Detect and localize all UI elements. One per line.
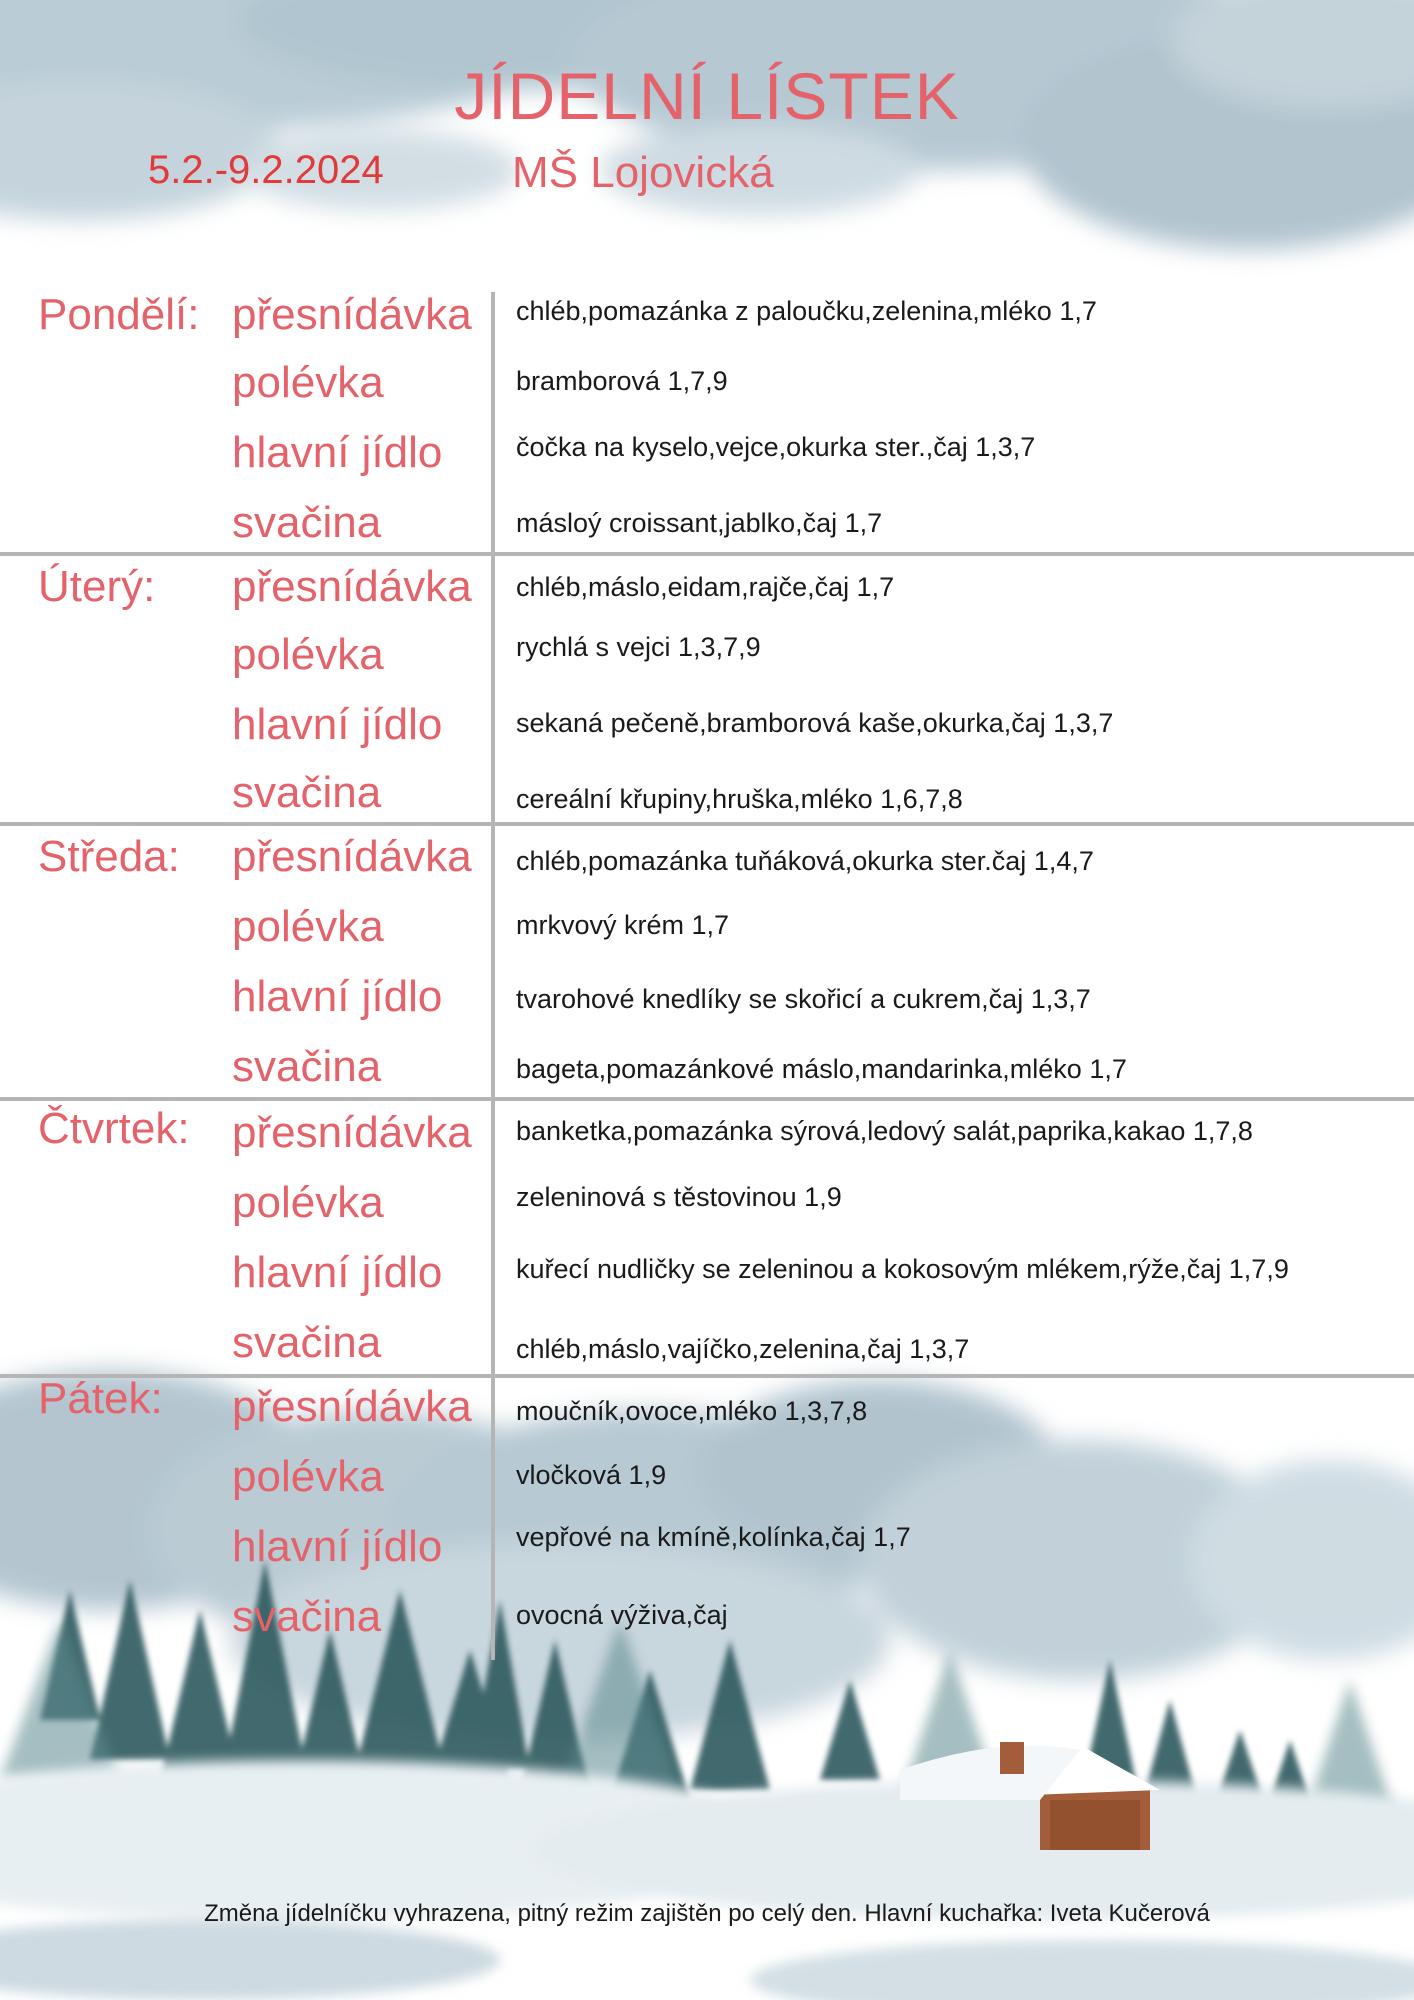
meal-item: másloý croissant,jablko,čaj 1,7 <box>516 508 883 538</box>
meal-item: rychlá s vejci 1,3,7,9 <box>516 632 761 662</box>
day-label-tuesday: Úterý: <box>38 562 156 611</box>
day-label-monday: Pondělí: <box>38 290 200 339</box>
meal-type: svačina <box>232 498 382 547</box>
meal-item: sekaná pečeně,bramborová kaše,okurka,čaj 1,3,7 <box>516 708 1114 738</box>
meal-item: ovocná výživa,čaj <box>516 1600 728 1630</box>
day-label-thursday: Čtvrtek: <box>38 1104 190 1153</box>
meal-item: bageta,pomazánkové máslo,mandarinka,mléko 1,7 <box>516 1054 1127 1084</box>
meal-item: chléb,máslo,vajíčko,zelenina,čaj 1,3,7 <box>516 1334 970 1364</box>
meal-item: vločková 1,9 <box>516 1460 667 1490</box>
day-divider <box>0 1374 1414 1378</box>
meal-item: bramborová 1,7,9 <box>516 366 728 396</box>
meal-type: hlavní jídlo <box>232 700 443 749</box>
meal-type: přesnídávka <box>232 1382 472 1431</box>
meal-item: kuřecí nudličky se zeleninou a kokosovým mlékem,rýže,čaj 1,7,9 <box>516 1254 1289 1284</box>
meal-item: chléb,pomazánka tuňáková,okurka ster.čaj 1,4,7 <box>516 846 1094 876</box>
day-divider <box>0 1097 1414 1101</box>
column-divider <box>491 292 495 1660</box>
meal-item: zeleninová s těstovinou 1,9 <box>516 1182 842 1212</box>
meal-item: moučník,ovoce,mléko 1,3,7,8 <box>516 1396 868 1426</box>
day-label-wednesday: Středa: <box>38 832 180 881</box>
meal-item: chléb,pomazánka z paloučku,zelenina,mléko 1,7 <box>516 296 1097 326</box>
meal-type: polévka <box>232 902 384 951</box>
week-date-range: 5.2.-9.2.2024 <box>148 148 384 192</box>
meal-item: cereální křupiny,hruška,mléko 1,6,7,8 <box>516 784 963 814</box>
meal-item: banketka,pomazánka sýrová,ledový salát,paprika,kakao 1,7,8 <box>516 1116 1253 1146</box>
menu-title: JÍDELNÍ LÍSTEK <box>454 59 960 133</box>
snow-ground <box>0 1760 1414 2000</box>
meal-type: polévka <box>232 1452 384 1501</box>
meal-type: svačina <box>232 1592 382 1641</box>
meal-type: svačina <box>232 1318 382 1367</box>
meal-type: přesnídávka <box>232 562 472 611</box>
meal-item: tvarohové knedlíky se skořicí a cukrem,čaj 1,3,7 <box>516 984 1091 1014</box>
meal-item: chléb,máslo,eidam,rajče,čaj 1,7 <box>516 572 895 602</box>
day-label-friday: Pátek: <box>38 1374 163 1423</box>
meal-type: svačina <box>232 768 382 817</box>
meal-item: vepřové na kmíně,kolínka,čaj 1,7 <box>516 1522 911 1552</box>
meal-type: hlavní jídlo <box>232 428 443 477</box>
meal-item: čočka na kyselo,vejce,okurka ster.,čaj 1,3,7 <box>516 432 1036 462</box>
meal-type: polévka <box>232 358 384 407</box>
day-divider <box>0 822 1414 826</box>
meal-item: mrkvový krém 1,7 <box>516 910 730 940</box>
day-divider <box>0 552 1414 556</box>
meal-type: přesnídávka <box>232 1108 472 1157</box>
footer-note: Změna jídelníčku vyhrazena, pitný režim zajištěn po celý den. Hlavní kuchařka: Iveta Kučerová <box>204 1900 1210 1927</box>
meal-type: polévka <box>232 1178 384 1227</box>
school-name: MŠ Lojovická <box>512 148 774 197</box>
meal-type: hlavní jídlo <box>232 1522 443 1571</box>
meal-type: přesnídávka <box>232 290 472 339</box>
meal-type: hlavní jídlo <box>232 972 443 1021</box>
meal-type: přesnídávka <box>232 832 472 881</box>
meal-type: hlavní jídlo <box>232 1248 443 1297</box>
meal-type: svačina <box>232 1042 382 1091</box>
meal-type: polévka <box>232 630 384 679</box>
